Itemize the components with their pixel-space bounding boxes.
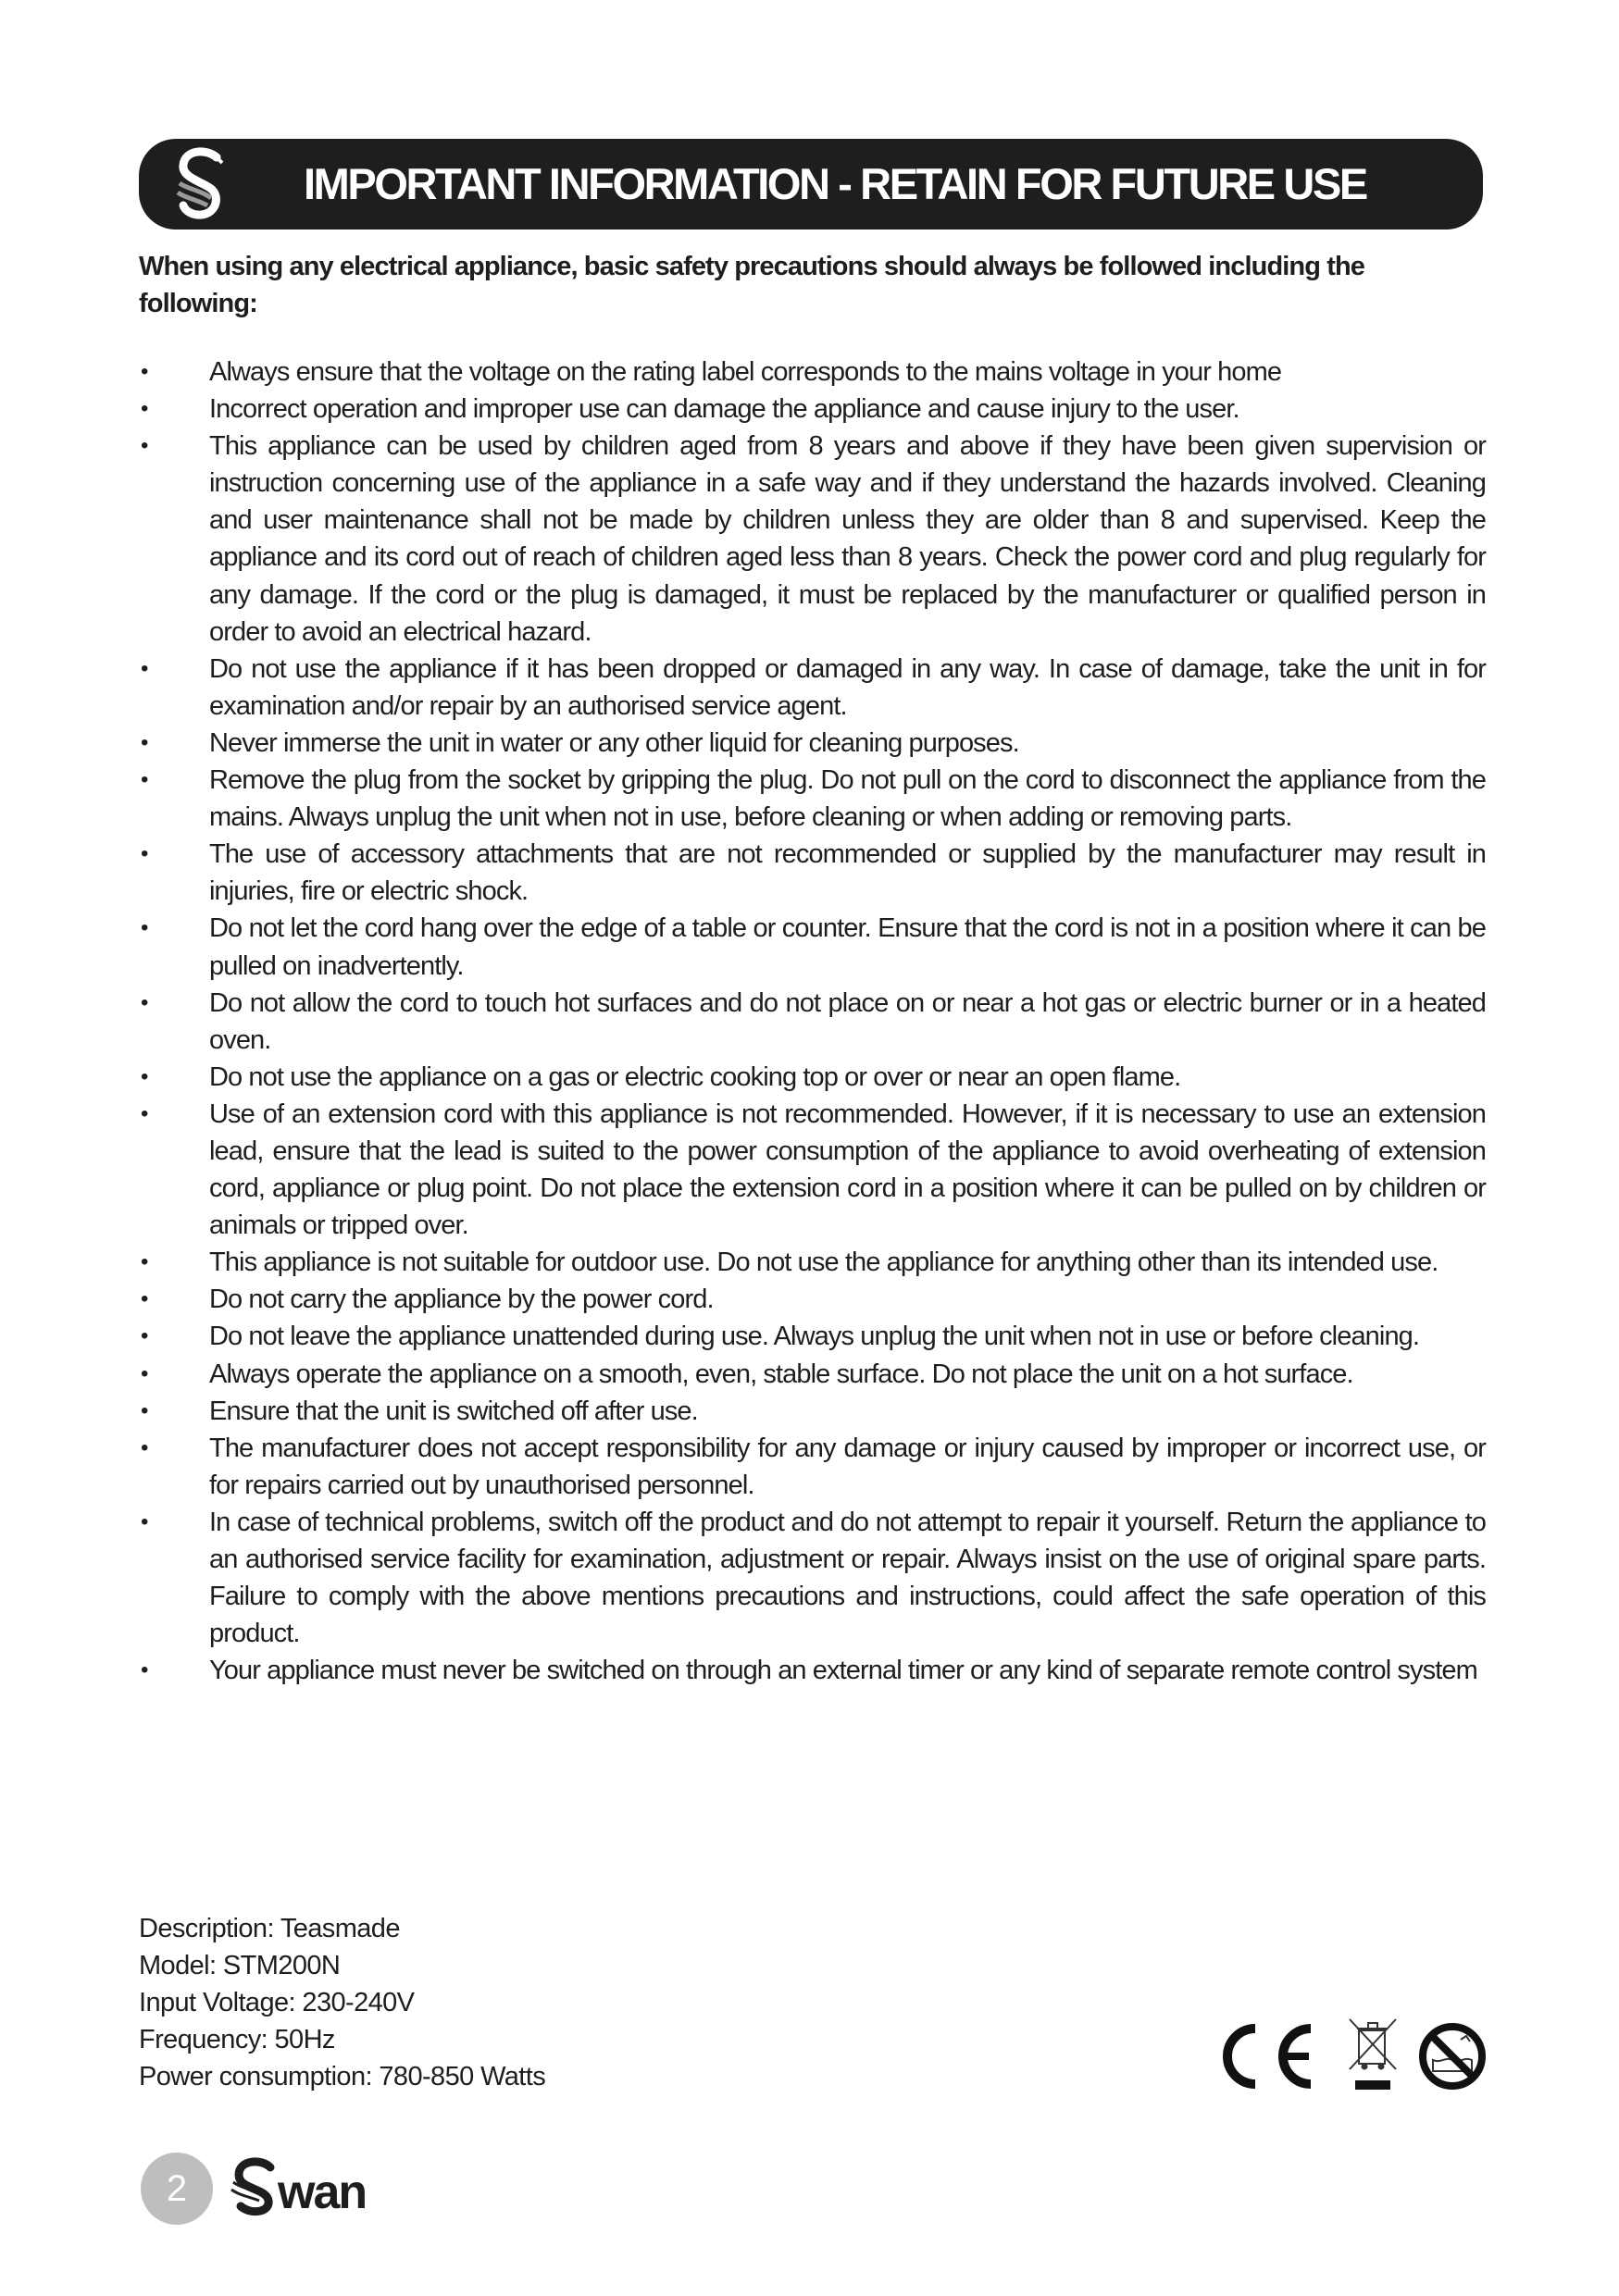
list-item-text: Ensure that the unit is switched off after use. — [209, 1396, 698, 1426]
list-item — [139, 1356, 1486, 1393]
list-item — [139, 651, 1486, 725]
spec-description: Description: Teasmade — [139, 1914, 400, 1943]
bullet-icon: • — [141, 655, 148, 681]
spec-frequency: Frequency: 50Hz — [139, 2025, 335, 2054]
list-item-text: Never immerse the unit in water or any other liquid for cleaning purposes. — [209, 727, 1019, 758]
list-item — [139, 391, 1486, 428]
list-item — [139, 836, 1486, 910]
list-item-text: This appliance can be used by children aged from 8 years and above if they have been given supervision or instruction concerning use of the appliance in a safe way and if they understand the hazards involved. Cleaning and user maintenance shall not be made by children unless they are older than 8 and supervised. Keep the appliance and its cord out of reach of children aged less than 8 years. Check the power cord and plug regularly for any damage. If the cord or the plug is damaged, it must be replaced by the manufacturer or qualified person in order to avoid an electrical hazard. — [209, 431, 1486, 647]
header-banner — [139, 139, 1483, 230]
list-item — [139, 985, 1486, 1059]
swan-brand-logo-icon — [230, 2154, 405, 2219]
bullet-icon: • — [141, 1249, 148, 1275]
bullet-icon: • — [141, 989, 148, 1015]
list-item-text: Do not carry the appliance by the power cord. — [209, 1285, 714, 1315]
list-item — [139, 354, 1486, 391]
list-item-text: The use of accessory attachments that are not recommended or supplied by the manufacturer may result in injuries, fire or electric shock. — [209, 839, 1486, 907]
spec-power: Power consumption: 780-850 Watts — [139, 2062, 546, 2091]
list-item — [139, 428, 1486, 651]
bullet-icon: • — [141, 1063, 148, 1089]
bullet-icon: • — [141, 433, 148, 459]
product-specifications — [139, 1910, 545, 2095]
list-item-text: Always operate the appliance on a smooth, even, stable surface. Do not place the unit on a hot surface. — [209, 1359, 1353, 1389]
list-item-text: Remove the plug from the socket by gripping the plug. Do not pull on the cord to disconnect the appliance from the mains. Always unplug the unit when not in use, before cleaning or when adding or removing parts. — [209, 765, 1486, 833]
list-item-text: Your appliance must never be switched on through an external timer or any kind of separate remote control system — [209, 1656, 1477, 1686]
list-item — [139, 1059, 1486, 1096]
bullet-icon: • — [141, 1360, 148, 1386]
list-item-text: Incorrect operation and improper use can damage the appliance and cause injury to the user. — [209, 394, 1239, 425]
list-item — [139, 1504, 1486, 1652]
bullet-icon: • — [141, 359, 148, 384]
list-item-text: Use of an extension cord with this appliance is not recommended. However, if it is necessary to use an extension lead, ensure that the lead is suited to the power consumption of the appliance to avoid overheating of extension cord, appliance or plug point. Do not place the extension cord in a position where it can be pulled on by children or animals or tripped over. — [209, 1098, 1486, 1241]
list-item — [139, 1318, 1486, 1355]
list-item — [139, 1281, 1486, 1318]
bullet-icon: • — [141, 396, 148, 422]
list-item — [139, 1430, 1486, 1504]
spec-input-voltage: Input Voltage: 230-240V — [139, 1988, 415, 2017]
no-bath-immersion-icon — [1423, 2027, 1482, 2086]
list-item-text: Do not leave the appliance unattended during use. Always unplug the unit when not in use or before cleaning. — [209, 1322, 1420, 1352]
bullet-icon: • — [141, 841, 148, 867]
weee-crossed-bin-icon — [1350, 2019, 1396, 2090]
bullet-icon: • — [141, 1657, 148, 1683]
certification-icons — [1218, 2014, 1487, 2097]
list-item — [139, 1652, 1486, 1689]
list-item-text: Do not use the appliance on a gas or electric cooking top or over or near an open flame. — [209, 1061, 1181, 1092]
page-title: IMPORTANT INFORMATION - RETAIN FOR FUTURE USE — [304, 159, 1366, 208]
safety-precautions-list — [139, 354, 1486, 1689]
bullet-icon: • — [141, 1323, 148, 1349]
list-item — [139, 910, 1486, 984]
svg-text:wan: wan — [278, 2166, 367, 2219]
list-item — [139, 1096, 1486, 1244]
bullet-icon: • — [141, 767, 148, 793]
bullet-icon: • — [141, 729, 148, 755]
bullet-icon: • — [141, 1286, 148, 1312]
page-number-badge: 2 — [141, 2153, 213, 2225]
ce-mark-icon — [1227, 2029, 1311, 2084]
bullet-icon: • — [141, 1434, 148, 1460]
bullet-icon: • — [141, 915, 148, 941]
spec-model: Model: STM200N — [139, 1951, 341, 1980]
list-item — [139, 762, 1486, 836]
bullet-icon: • — [141, 1100, 148, 1126]
list-item — [139, 1393, 1486, 1430]
list-item-text: The manufacturer does not accept responsibility for any damage or injury caused by improper or incorrect use, or for repairs carried out by unauthorised personnel. — [209, 1433, 1486, 1500]
list-item — [139, 1244, 1486, 1281]
list-item — [139, 725, 1486, 762]
list-item-text: Do not use the appliance if it has been dropped or damaged in any way. In case of damage, take the unit in for examination and/or repair by an authorised service agent. — [209, 653, 1486, 721]
list-item-text: This appliance is not suitable for outdoor use. Do not use the appliance for anything other than its intended use. — [209, 1247, 1438, 1278]
list-item-text: In case of technical problems, switch off the product and do not attempt to repair it yourself. Return the appliance to an authorised service facility for examination, adjustment or repair. Always insist on the use of original spare parts. Failure to comply with the above mentions precautions and instructions, could affect the safe operation of this product. — [209, 1507, 1486, 1649]
bullet-icon: • — [141, 1397, 148, 1423]
bullet-icon: • — [141, 1508, 148, 1534]
swan-logo-icon — [165, 146, 239, 224]
list-item-text: Always ensure that the voltage on the rating label corresponds to the mains voltage in your home — [209, 357, 1282, 387]
intro-text: When using any electrical appliance, basic safety precautions should always be followed including the following: — [139, 252, 1364, 318]
list-item-text: Do not let the cord hang over the edge of a table or counter. Ensure that the cord is not in a position where it can be pulled on inadvertently. — [209, 913, 1486, 981]
list-item-text: Do not allow the cord to touch hot surfaces and do not place on or near a hot gas or electric burner or in a heated oven. — [209, 987, 1486, 1055]
